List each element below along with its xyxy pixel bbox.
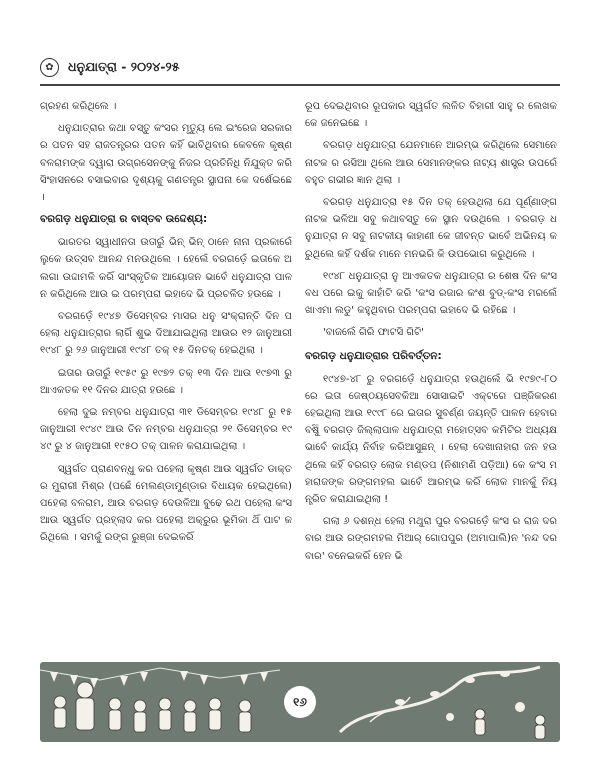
circular-seal-icon: ✿ <box>40 58 59 77</box>
section-heading: ବରଗଡ଼ ଧନୁଯାତ୍ରାର ପରିବର୍ତ୍ତନ: <box>305 349 442 362</box>
paragraph: ଭାରତର ସ୍ୱାଧୀନତା ଉତାରୁଁ ଭିନ୍ ଭିନ୍ ଠାନେ ନାନା ପ୍ରକାରେଁ ଲୁକେ ଉତ୍ସବ ଆନନ୍ଦ ମନଉଥିଲେ । ହେଲେଁ ବରଗଡ଼େଁ ଇତାକେ ଅଲଗା ଉଦ୍ଦାମଳି କରିଁ ସାଂସ୍କୃତିକ ଆୟୋଜନ ଭାବେଁ ଧନୁଯାତ୍ରା ପାଳନ କରିଥିଲେ ଆଉ ଇ ପରମ୍ପରା ଇହାଦେ ଭି ପ୍ରଚଳିତ ହଉଛେ । <box>40 237 292 300</box>
header-divider <box>40 84 560 86</box>
paragraph: ବରଗଡ଼ ଧନୁଯାତ୍ରା ଯେନମାନେ ଆରମ୍ଭ କରିଥିଲେ ସେମାନେ ନାଟକ ର ରସିଆ ଥିଲେ ଆଉ ସେମାନଙ୍କର ନାଟ୍ୟ ଶାସ୍ତ୍ର ଉପରେଁ ବହୁତ ଗଭୀର ଜ୍ଞାନ ଥିଲା । <box>305 140 557 186</box>
right-column <box>305 98 557 650</box>
paragraph: ଗଲା ୬ ଦଶନ୍ଧ ହେଲା ମଥୁରା ପୁର ବରଗଡ଼େଁ କଂସ ର ରାଜ ଦରବାର ଆଉ ରଙ୍ଗମହଲ ମିଆର୍ ଗୋପପୁର (ଅମାପାଲି)ନ 'ନନ୍ଦ ଦରବାର' ବନେଇକରିଁ ହେନ ଭି <box>305 516 557 562</box>
paragraph: ବରଗଡ଼େଁ ୧୯୪୭ ଡିସେମ୍ବର ମାସର ଧନୁ ସଂକ୍ରାନ୍ତି ଦିନ ପହେଲା ଧନୁଯାତ୍ରାର ଲାଗିଁ ଶୁଭ ଦିଆଯାଇଥିଲା ଆଉର ୧୨ ଜାନୁଆରୀ ୧୯୪୮ ରୁ ୨୬ ଜାନୁଆରୀ ୧୯୪୮ ତକ୍ ୧୫ ଦିନତକ୍ ହେଇଥିଲା । <box>40 311 292 357</box>
paragraph: ଧନୁଯାତ୍ରାର କଥା ବସ୍ତୁ କଂସର ମୃତ୍ୟୁ ଲେ ଇଂରେଜ ସରକାରର ପତନ ସହ ରାଜତନ୍ତ୍ରର ପତନ କହିଁ ଭାବିଥିବାର କେବଳେ କୃଷ୍ଣ ବଳରାମଙ୍କ ଦ୍ୱାରା ଉଗ୍ରସେନଙ୍କୁ ନିଜର ପ୍ରତିନିଧି ନିଯୁକ୍ତ କରି ସିଂହାସନରେ ବସାଇବାର ଦୃଶ୍ୟକୁ ଗଣତନ୍ତ୍ର ସ୍ଥାପନା କେ ଦର୍ଶେଇଛେ । <box>40 123 292 204</box>
paragraph: ବରଗଡ଼ ଧନୁଯାତ୍ରା ୧୫ ଦିନ ତକ୍ ହେଉଥିଲା ଯେ ପୂର୍ଣ୍ଣାଙ୍ଗ ନାଟକ ଭଳିଆ ସବୁ କଥାବସ୍ତୁ କେ ସ୍ଥାନ ଦଉଥିଲେ । ବରଗଡ଼ ଧନୁଯାତ୍ରା ନ ସବୁ ନାଟକୀୟ କାହାଣୀ କେ ଜୀବନ୍ତ ଭାବେଁ ଅଭିନୟ କରୁଥିଲେ କହିଁ ଦର୍ଶକ ମାନେ ମନଭରି କି ଉପଭୋଗ କରୁଥିଲେ । <box>305 197 557 260</box>
paragraph: ୧୯୪୮ ଧନୁଯାତ୍ରା ନୁ ଆଏକତକ ଧନୁଯାତ୍ରା ର ଶେଷ ଦିନ କଂସବଧ ପରେ ଇକୁ କାହାଁଟି କରି 'କଂସ ରଜାର କଂଶ ବୁଡ୍-କଂସ ମରଲେଁ ଖାଏମା ଲଡୁ' କହୁଥିବାର ପରମ୍ପରା ଇହାଦେ ଭି ରହିଛେ । <box>305 270 557 317</box>
paragraph: ଇତାର ଉତାରୁଁ ୧୯୫୯ ରୁ ୧୯୭୨ ତକ୍ ୧୩ ଦିନ ଆଉ ୧୯୭୩ ରୁ ଆଏକତକ ୧୧ ଦିନର ଯାତ୍ରା ହଉଛେ । <box>40 367 292 396</box>
paragraph: ରୂପ ଦେଇଥିବାର ରୂପକାର ସ୍ୱର୍ଗତ ଲଳିତ ବିହାରୀ ସାହୁ ର ଲେଖକ କେ ଜନେଇଛେ । <box>305 101 557 130</box>
footer-artwork-banner <box>40 662 560 742</box>
paragraph: ୧୯୪୭-୪୮ ରୁ ବରଗଡ଼େଁ ଧନୁଯାତ୍ରା ହଉଥିଲେଁ ଭି ୧୯୭୯-୮୦ ରେ ଇତା ଜେଷ୍ଠୟସେବକିଆ ସୋସାଇଟି ଏକ୍ଟରେ ପଞ୍ଜିକରଣ ହେଇଥିଲା ଆଉ ୧୯୯୮ ରେ ଇତାର ସୁବର୍ଣ୍ଣ ଜୟନ୍ତି ପାଳନ ହେବାର ବର୍ଷୁଁ ବରଗଡ଼ ଜିଲ୍ଲାପାଳ ଧନୁଯାତ୍ରା ମହୋତ୍ସବ କମିଟିର ଅଧ୍ୟକ୍ଷ ଭାବେଁ କାର୍ଯ୍ୟ ନିର୍ବାହ କରିଆସୁଛନ୍ । ହେଲା ଦେଖାନାହାରା ଜନ ହଉଥିଲେ କହିଁ ବରଗଡ଼ ଲୋକ ମଣ୍ଡପ (ନିଶାମଣି ପଡ଼ିଆ) କେ କଂସ ମହାରାଜଙ୍କ ରଙ୍ଗମହଲ ଭାବେଁ ଆରମ୍ଭ କରିଁ ଲୋକ ମାନକୁଁ ନିୟନ୍ତ୍ରିତ କରାଯାଇଥିଲା ! <box>305 373 557 506</box>
paragraph: ହେଲା ଦୁଇ ନମ୍ବର ଧନୁଯାତ୍ରା ୩୧ ଡିସେମ୍ବର ୧୯୪୮ ରୁ ୧୫ ଜାନୁଆରୀ ୧୯୪୯ ଆଉ ତିନ ନମ୍ବର ଧନୁଯାତ୍ରା ୨୧ ଡିସେମ୍ବର ୧୯୪୯ ରୁ ୪ ଜାନୁଆରୀ ୧୯୫୦ ତକ୍ ପାଳନ କରାଯାଇଥିଲା । <box>40 407 292 453</box>
page-number: ୧୬ <box>284 686 316 718</box>
section-heading: ବରଗଡ଼ ଧନୁଯାତ୍ରା ର ବାସ୍ତବ ଉଦ୍ଦେଶ୍ୟ: <box>40 213 208 226</box>
quoted-line: 'ବାଜଲେଁ ଗିରି ଫାଟସି ଗିଟି' <box>323 327 424 339</box>
running-header-title: ଧନୁଯାତ୍ରା - ୨୦୨୪-୨୫ <box>68 59 180 74</box>
paragraph: ଗ୍ରହଣ କରିଥିଲେ । <box>40 101 117 112</box>
paragraph: ସ୍ୱର୍ଗତ ପ୍ରାଣବନ୍ଧୁ କର ପହେଲା କୃଷ୍ଣ ଆଉ ସ୍ୱର୍ଗତ ଡାକ୍ତର ମୁରାରୀ ମିଶ୍ର (ପଛେଁ ମେଲଣ୍ଡାମୁଣ୍ଡାର ବିଧାୟକ ହେଇଥିଲେ) ପହେଲା ବଳରାମ, ଆଉ ବରଗଡ଼ ଦେଉଳିଆ ବୁଢେ ରଥ ପହେଲା କଂସ ଆଉ ସ୍ୱର୍ଗତ ପ୍ରହ୍ଲାଦ କର ପହେଲା ଅକ୍ରୁର ଭୂମିକା ଥିଁ ପାଟ କରିଥିଲେ । ସମକୁଁ ରଙ୍ଗ ରୁଞ୍ଜା ଦେଇକରିଁ <box>40 463 292 544</box>
left-column <box>40 98 292 650</box>
